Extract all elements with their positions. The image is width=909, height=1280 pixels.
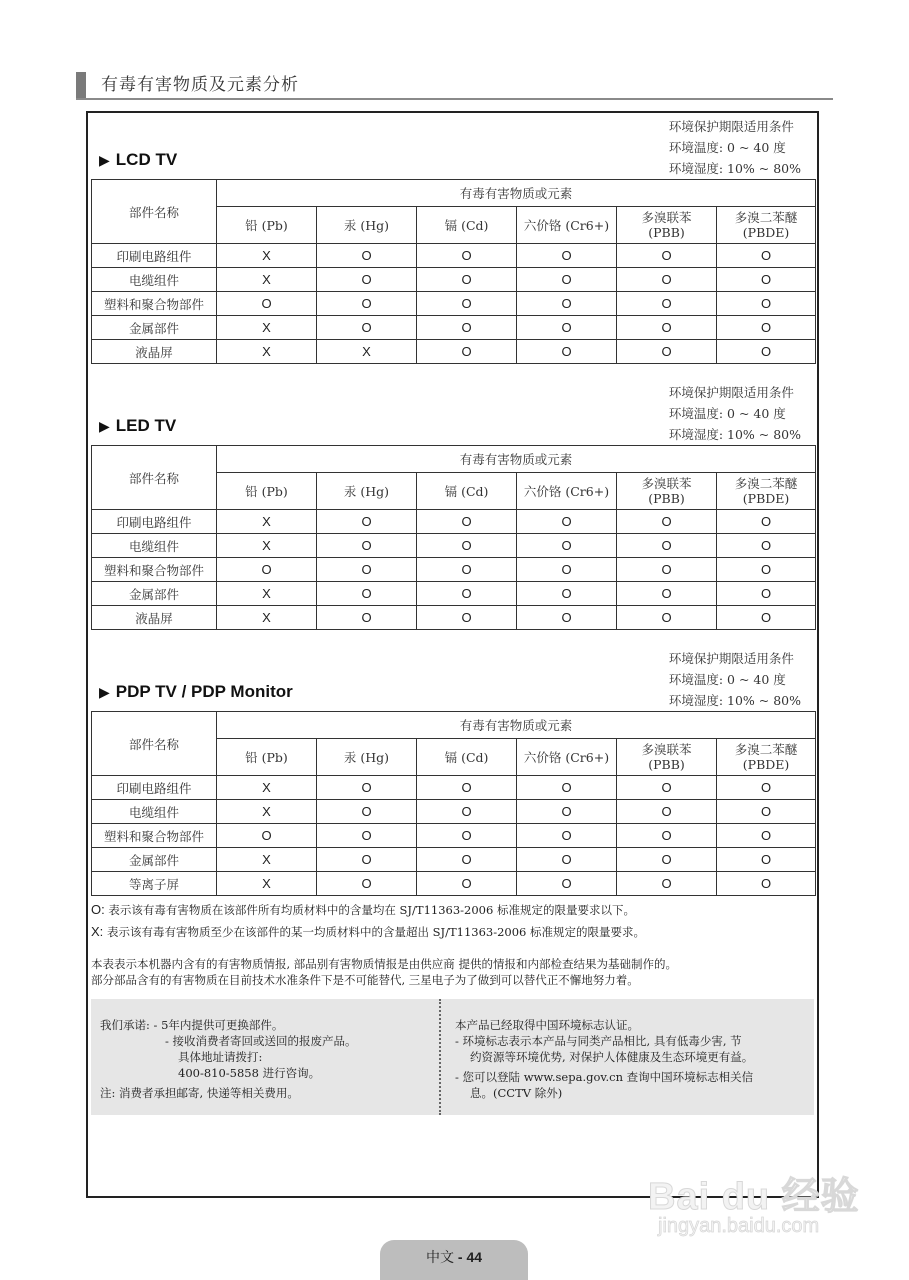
compliance-mark: O [717, 558, 816, 582]
compliance-mark: O [617, 268, 717, 292]
part-name: 印刷电路组件 [92, 776, 217, 800]
substance-name: 六价铬 (Cr6+) [523, 749, 610, 765]
part-name: 印刷电路组件 [92, 510, 217, 534]
compliance-mark: O [617, 510, 717, 534]
compliance-mark: O [317, 776, 417, 800]
compliance-mark: O [617, 244, 717, 268]
part-name: 塑料和聚合物部件 [92, 824, 217, 848]
substance-name: 六价铬 (Cr6+) [523, 217, 610, 233]
section-title [99, 150, 177, 170]
environment-conditions [669, 116, 801, 179]
compliance-mark: O [517, 244, 617, 268]
page-number: 44 [466, 1249, 483, 1265]
promise-phone: 400-810-5858 进行咨询。 [178, 1066, 321, 1080]
compliance-mark: O [617, 800, 717, 824]
info-line-1: 本表表示本机器内含有的有害物质情报, 部品别有害物质情报是由供应商 提供的情报和内部检查结果为基础制作的。 [91, 957, 677, 971]
compliance-mark: O [717, 582, 816, 606]
substance-name: 多溴联苯 [641, 210, 692, 225]
substance-name: 汞 (Hg) [343, 483, 390, 499]
compliance-mark: O [517, 534, 617, 558]
compliance-mark: O [317, 244, 417, 268]
compliance-mark: O [417, 340, 517, 364]
cert-line-1: 本产品已经取得中国环境标志认证。 [455, 1018, 639, 1032]
substance-name: 汞 (Hg) [343, 217, 390, 233]
compliance-mark: O [417, 292, 517, 316]
compliance-mark: O [617, 776, 717, 800]
compliance-mark: O [517, 800, 617, 824]
condition-humidity: 环境湿度: 10% ~ 80% [668, 161, 801, 176]
compliance-mark: O [717, 606, 816, 630]
compliance-mark: O [517, 776, 617, 800]
header-substances-group: 有毒有害物质或元素 [217, 712, 816, 739]
table-row [92, 510, 816, 534]
substance-name: 六价铬 (Cr6+) [523, 483, 610, 499]
compliance-mark: O [317, 292, 417, 316]
compliance-mark: O [417, 534, 517, 558]
header-part-name: 部件名称 [92, 712, 217, 776]
page-header [76, 70, 833, 100]
condition-humidity: 环境湿度: 10% ~ 80% [668, 693, 801, 708]
environment-conditions [669, 382, 801, 445]
substance-name: 汞 (Hg) [343, 749, 390, 765]
promise-line-2: - 接收消费者寄回或送回的报废产品。 [165, 1034, 357, 1048]
compliance-mark: X [217, 606, 317, 630]
compliance-mark: O [717, 848, 816, 872]
header-substance [317, 739, 417, 776]
compliance-mark: X [217, 340, 317, 364]
substance-table [91, 179, 816, 364]
compliance-mark: X [217, 510, 317, 534]
promise-box [91, 999, 814, 1115]
condition-temperature: 环境温度: 0 ~ 40 度 [668, 406, 786, 421]
compliance-mark: O [317, 848, 417, 872]
compliance-mark: O [717, 824, 816, 848]
compliance-mark: O [517, 848, 617, 872]
header-substance [517, 739, 617, 776]
promise-line-3: 具体地址请拨打: [178, 1050, 263, 1064]
cert-line-4: - 您可以登陆 www.sepa.gov.cn 查询中国环境标志相关信 [455, 1070, 754, 1084]
header-accent-block [76, 72, 86, 98]
note-o-text: 表示该有毒有害物质在该部件所有均质材料中的含量均在 SJ/T11363-2006 标准规定的限量要求以下。 [104, 903, 635, 917]
info-paragraph [91, 956, 677, 988]
compliance-mark: X [217, 776, 317, 800]
condition-title: 环境保护期限适用条件 [668, 119, 794, 134]
condition-temperature: 环境温度: 0 ~ 40 度 [668, 672, 786, 687]
compliance-mark: O [317, 510, 417, 534]
header-substance [417, 473, 517, 510]
compliance-mark: X [217, 582, 317, 606]
note-x [91, 924, 645, 940]
table-row [92, 268, 816, 292]
note-o [91, 902, 635, 918]
compliance-mark: O [317, 268, 417, 292]
substance-name: 镉 (Cd) [444, 749, 489, 765]
promise-left [100, 1017, 357, 1101]
compliance-mark: O [717, 776, 816, 800]
compliance-mark: X [317, 340, 417, 364]
substance-table [91, 445, 816, 630]
compliance-mark: O [617, 606, 717, 630]
compliance-mark: O [517, 316, 617, 340]
cert-line-3: 约资源等环境优势, 对保护人体健康及生态环境更有益。 [470, 1050, 754, 1064]
substance-name: 铅 (Pb) [245, 749, 288, 765]
compliance-mark: O [517, 510, 617, 534]
part-name: 金属部件 [92, 848, 217, 872]
part-name: 等离子屏 [92, 872, 217, 896]
certification-info [455, 1017, 805, 1101]
compliance-mark: O [717, 244, 816, 268]
promise-note: 注: 消费者承担邮寄, 快递等相关费用。 [100, 1086, 299, 1100]
table-row [92, 292, 816, 316]
substance-abbr: (PBDE) [742, 491, 790, 506]
condition-humidity: 环境湿度: 10% ~ 80% [668, 427, 801, 442]
header-substance [417, 739, 517, 776]
compliance-mark: X [217, 534, 317, 558]
compliance-mark: O [417, 316, 517, 340]
compliance-mark: O [317, 316, 417, 340]
compliance-mark: X [217, 800, 317, 824]
compliance-mark: O [617, 316, 717, 340]
compliance-mark: O [417, 848, 517, 872]
table-row [92, 824, 816, 848]
compliance-mark: O [217, 292, 317, 316]
part-name: 金属部件 [92, 582, 217, 606]
compliance-mark: O [417, 268, 517, 292]
compliance-mark: O [717, 510, 816, 534]
note-o-label: O: [91, 902, 105, 917]
compliance-mark: O [717, 800, 816, 824]
table-row [92, 582, 816, 606]
header-substance [517, 473, 617, 510]
substance-name: 多溴联苯 [641, 742, 692, 757]
compliance-mark: O [717, 534, 816, 558]
compliance-mark: O [217, 824, 317, 848]
compliance-mark: O [717, 316, 816, 340]
cert-line-2: - 环境标志表示本产品与同类产品相比, 具有低毒少害, 节 [455, 1034, 742, 1048]
compliance-mark: O [517, 558, 617, 582]
page-language: 中文 [425, 1250, 454, 1266]
note-x-label: X: [91, 924, 104, 939]
substance-name: 多溴二苯醚 [734, 742, 798, 757]
page-title: 有毒有害物质及元素分析 [101, 75, 299, 95]
substance-abbr: (PBB) [648, 225, 685, 240]
triangle-bullet-icon: ▶ [99, 418, 110, 434]
compliance-mark: O [617, 582, 717, 606]
compliance-mark: X [217, 316, 317, 340]
substance-name: 多溴二苯醚 [734, 210, 798, 225]
part-name: 电缆组件 [92, 268, 217, 292]
promise-line-1: 我们承诺: - 5年内提供可更换部件。 [100, 1018, 284, 1032]
header-substance [617, 207, 717, 244]
compliance-mark: X [217, 268, 317, 292]
compliance-mark: O [617, 848, 717, 872]
compliance-mark: O [517, 340, 617, 364]
compliance-mark: O [417, 558, 517, 582]
part-name: 塑料和聚合物部件 [92, 292, 217, 316]
part-name: 金属部件 [92, 316, 217, 340]
page-number-tab [380, 1240, 528, 1280]
note-x-text: 表示该有毒有害物质至少在该部件的某一均质材料中的含量超出 SJ/T11363-2006 标准规定的限量要求。 [103, 925, 646, 939]
header-part-name: 部件名称 [92, 446, 217, 510]
compliance-mark: O [317, 824, 417, 848]
compliance-mark: X [217, 848, 317, 872]
header-substance [217, 207, 317, 244]
compliance-mark: O [617, 872, 717, 896]
table-row [92, 606, 816, 630]
compliance-mark: O [417, 606, 517, 630]
header-substances-group: 有毒有害物质或元素 [217, 446, 816, 473]
substance-abbr: (PBDE) [742, 757, 790, 772]
header-part-name: 部件名称 [92, 180, 217, 244]
substance-name: 铅 (Pb) [245, 483, 288, 499]
compliance-mark: O [417, 872, 517, 896]
table-row [92, 244, 816, 268]
compliance-mark: O [317, 872, 417, 896]
header-substance [717, 473, 816, 510]
compliance-mark: O [317, 558, 417, 582]
part-name: 电缆组件 [92, 800, 217, 824]
compliance-mark: X [217, 872, 317, 896]
table-row [92, 534, 816, 558]
compliance-mark: O [617, 824, 717, 848]
cert-line-5: 息。(CCTV 除外) [470, 1086, 563, 1100]
compliance-mark: O [717, 268, 816, 292]
compliance-mark: O [317, 800, 417, 824]
compliance-mark: O [717, 292, 816, 316]
compliance-mark: O [517, 292, 617, 316]
section-title [99, 682, 293, 702]
condition-title: 环境保护期限适用条件 [668, 385, 794, 400]
table-row [92, 340, 816, 364]
compliance-mark: O [517, 824, 617, 848]
compliance-mark: O [717, 872, 816, 896]
substance-abbr: (PBB) [648, 491, 685, 506]
table-row [92, 872, 816, 896]
compliance-mark: O [317, 534, 417, 558]
compliance-mark: O [417, 776, 517, 800]
dotted-divider [439, 999, 441, 1115]
header-substances-group: 有毒有害物质或元素 [217, 180, 816, 207]
part-name: 液晶屏 [92, 606, 217, 630]
triangle-bullet-icon: ▶ [99, 152, 110, 168]
substance-name: 镉 (Cd) [444, 483, 489, 499]
compliance-mark: O [517, 872, 617, 896]
section-title [99, 416, 176, 436]
compliance-mark: O [317, 606, 417, 630]
header-substance [517, 207, 617, 244]
header-substance [717, 739, 816, 776]
part-name: 印刷电路组件 [92, 244, 217, 268]
page-separator: - [453, 1249, 467, 1265]
header-substance [317, 473, 417, 510]
baidu-watermark [648, 1145, 868, 1245]
table-row [92, 800, 816, 824]
header-substance [217, 739, 317, 776]
compliance-mark: O [417, 582, 517, 606]
watermark-url: jingyan.baidu.com [658, 1215, 820, 1237]
compliance-mark: O [617, 534, 717, 558]
compliance-mark: O [417, 800, 517, 824]
compliance-mark: O [617, 558, 717, 582]
compliance-mark: O [417, 244, 517, 268]
section-title-text: LCD TV [115, 150, 178, 169]
compliance-mark: O [217, 558, 317, 582]
header-substance [717, 207, 816, 244]
compliance-mark: O [517, 582, 617, 606]
header-substance [417, 207, 517, 244]
substance-table [91, 711, 816, 896]
watermark-brand: Bai du 经验 [648, 1176, 860, 1218]
section-title-text: LED TV [115, 416, 177, 435]
table-row [92, 316, 816, 340]
header-substance [617, 739, 717, 776]
substance-abbr: (PBDE) [742, 225, 790, 240]
triangle-bullet-icon: ▶ [99, 684, 110, 700]
compliance-mark: O [517, 268, 617, 292]
environment-conditions [669, 648, 801, 711]
compliance-mark: O [717, 340, 816, 364]
compliance-mark: O [417, 510, 517, 534]
condition-title: 环境保护期限适用条件 [668, 651, 794, 666]
compliance-mark: X [217, 244, 317, 268]
substance-name: 多溴二苯醚 [734, 476, 798, 491]
header-substance [317, 207, 417, 244]
substance-name: 镉 (Cd) [444, 217, 489, 233]
part-name: 塑料和聚合物部件 [92, 558, 217, 582]
compliance-mark: O [617, 292, 717, 316]
info-line-2: 部分部品含有的有害物质在目前技术水准条件下是不可能替代, 三星电子为了做到可以替代正不懈地努力着。 [91, 973, 639, 987]
header-substance [617, 473, 717, 510]
table-row [92, 558, 816, 582]
table-row [92, 848, 816, 872]
table-row [92, 776, 816, 800]
substance-name: 铅 (Pb) [245, 217, 288, 233]
substance-name: 多溴联苯 [641, 476, 692, 491]
compliance-mark: O [617, 340, 717, 364]
header-substance [217, 473, 317, 510]
part-name: 电缆组件 [92, 534, 217, 558]
compliance-mark: O [417, 824, 517, 848]
section-title-text: PDP TV / PDP Monitor [115, 682, 293, 701]
compliance-mark: O [317, 582, 417, 606]
substance-abbr: (PBB) [648, 757, 685, 772]
part-name: 液晶屏 [92, 340, 217, 364]
condition-temperature: 环境温度: 0 ~ 40 度 [668, 140, 786, 155]
compliance-mark: O [517, 606, 617, 630]
